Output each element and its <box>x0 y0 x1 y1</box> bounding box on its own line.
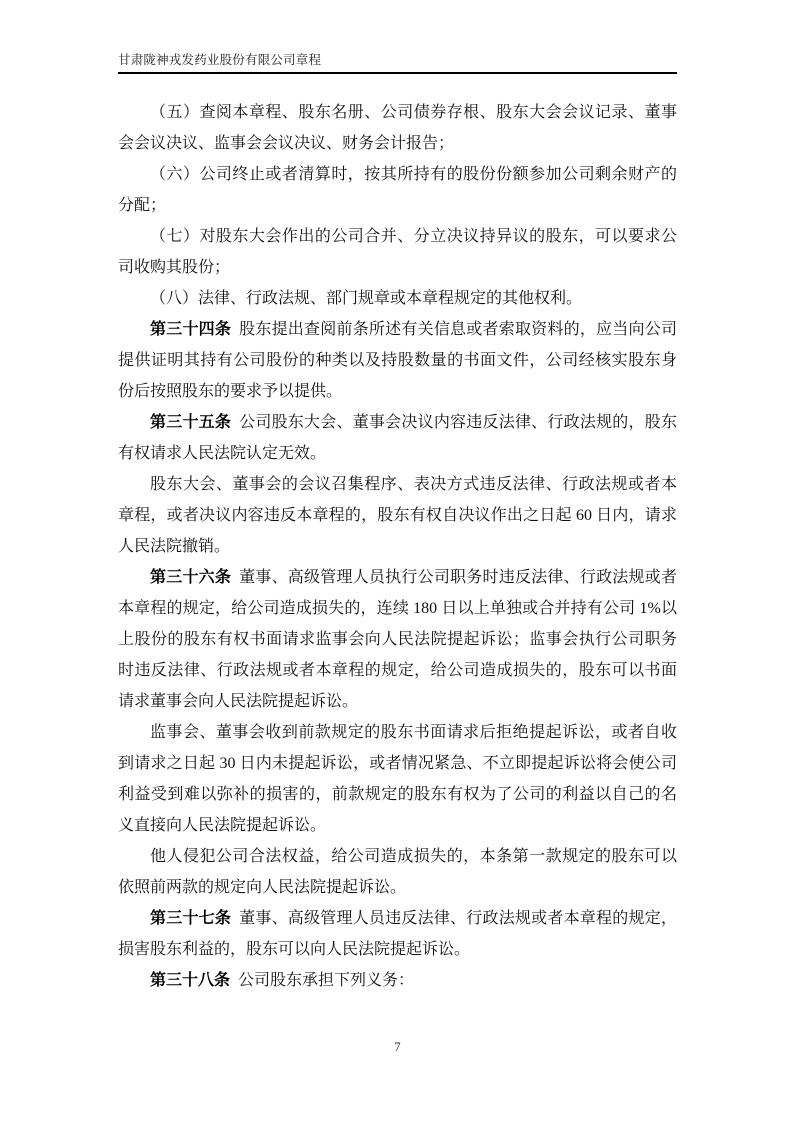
paragraph <box>118 841 677 903</box>
paragraph <box>118 283 677 314</box>
page-header <box>118 52 677 74</box>
article-number: 第三十八条 <box>150 972 231 989</box>
paragraph <box>118 314 677 407</box>
paragraph-text: （六）公司终止或者清算时，按其所持有的股份份额参加公司剩余财产的分配； <box>118 166 677 214</box>
paragraph-text: （五）查阅本章程、股东名册、公司债券存根、股东大会会议记录、董事会会议决议、监事会会议决议、财务会计报告； <box>118 104 677 152</box>
paragraph <box>118 965 677 996</box>
paragraph <box>118 903 677 965</box>
paragraph <box>118 407 677 469</box>
article-number: 第三十七条 <box>150 910 232 927</box>
paragraph <box>118 159 677 221</box>
article-number: 第三十五条 <box>150 414 232 431</box>
paragraph-text: 董事、高级管理人员执行公司职务时违反法律、行政法规或者本章程的规定，给公司造成损失的，连续 180 日以上单独或合并持有公司 1%以上股份的股东有权书面请求监事会向人民法院提起诉讼；监事会执行公司职务时违反法律、行政法规或者本章程的规定，给公司造成损失的，股东可以书面请求董事会向人民法院提起诉讼。 <box>118 569 677 710</box>
paragraph-text: （八）法律、行政法规、部门规章或本章程规定的其他权利。 <box>150 290 583 307</box>
document-body <box>118 97 677 996</box>
page-number: 7 <box>394 1040 401 1054</box>
paragraph-text: 公司股东大会、董事会决议内容违反法律、行政法规的，股东有权请求人民法院认定无效。 <box>118 414 677 462</box>
document-title: 甘肃陇神戎发药业股份有限公司章程 <box>118 53 322 67</box>
page-footer <box>118 1038 677 1056</box>
paragraph-text: 他人侵犯公司合法权益，给公司造成损失的，本条第一款规定的股东可以依照前两款的规定向人民法院提起诉讼。 <box>118 848 677 896</box>
paragraph-text: 监事会、董事会收到前款规定的股东书面请求后拒绝提起诉讼，或者自收到请求之日起 30 日内未提起诉讼，或者情况紧急、不立即提起诉讼将会使公司利益受到难以弥补的损害的，前款规定的股东有权为了公司的利益以自己的名义直接向人民法院提起诉讼。 <box>118 724 677 834</box>
article-number: 第三十四条 <box>150 321 232 338</box>
paragraph <box>118 469 677 562</box>
paragraph <box>118 562 677 717</box>
paragraph <box>118 717 677 841</box>
paragraph-text: 股东提出查阅前条所述有关信息或者索取资料的，应当向公司提供证明其持有公司股份的种类以及持股数量的书面文件，公司经核实股东身份后按照股东的要求予以提供。 <box>118 321 677 400</box>
paragraph-text: 公司股东承担下列义务： <box>238 972 415 989</box>
paragraph-text: （七）对股东大会作出的公司合并、分立决议持异议的股东，可以要求公司收购其股份； <box>118 228 677 276</box>
paragraph-text: 董事、高级管理人员违反法律、行政法规或者本章程的规定，损害股东利益的，股东可以向人民法院提起诉讼。 <box>118 910 677 958</box>
paragraph <box>118 97 677 159</box>
article-number: 第三十六条 <box>150 569 232 586</box>
paragraph <box>118 221 677 283</box>
paragraph-text: 股东大会、董事会的会议召集程序、表决方式违反法律、行政法规或者本章程，或者决议内容违反本章程的，股东有权自决议作出之日起 60 日内，请求人民法院撤销。 <box>118 476 677 555</box>
